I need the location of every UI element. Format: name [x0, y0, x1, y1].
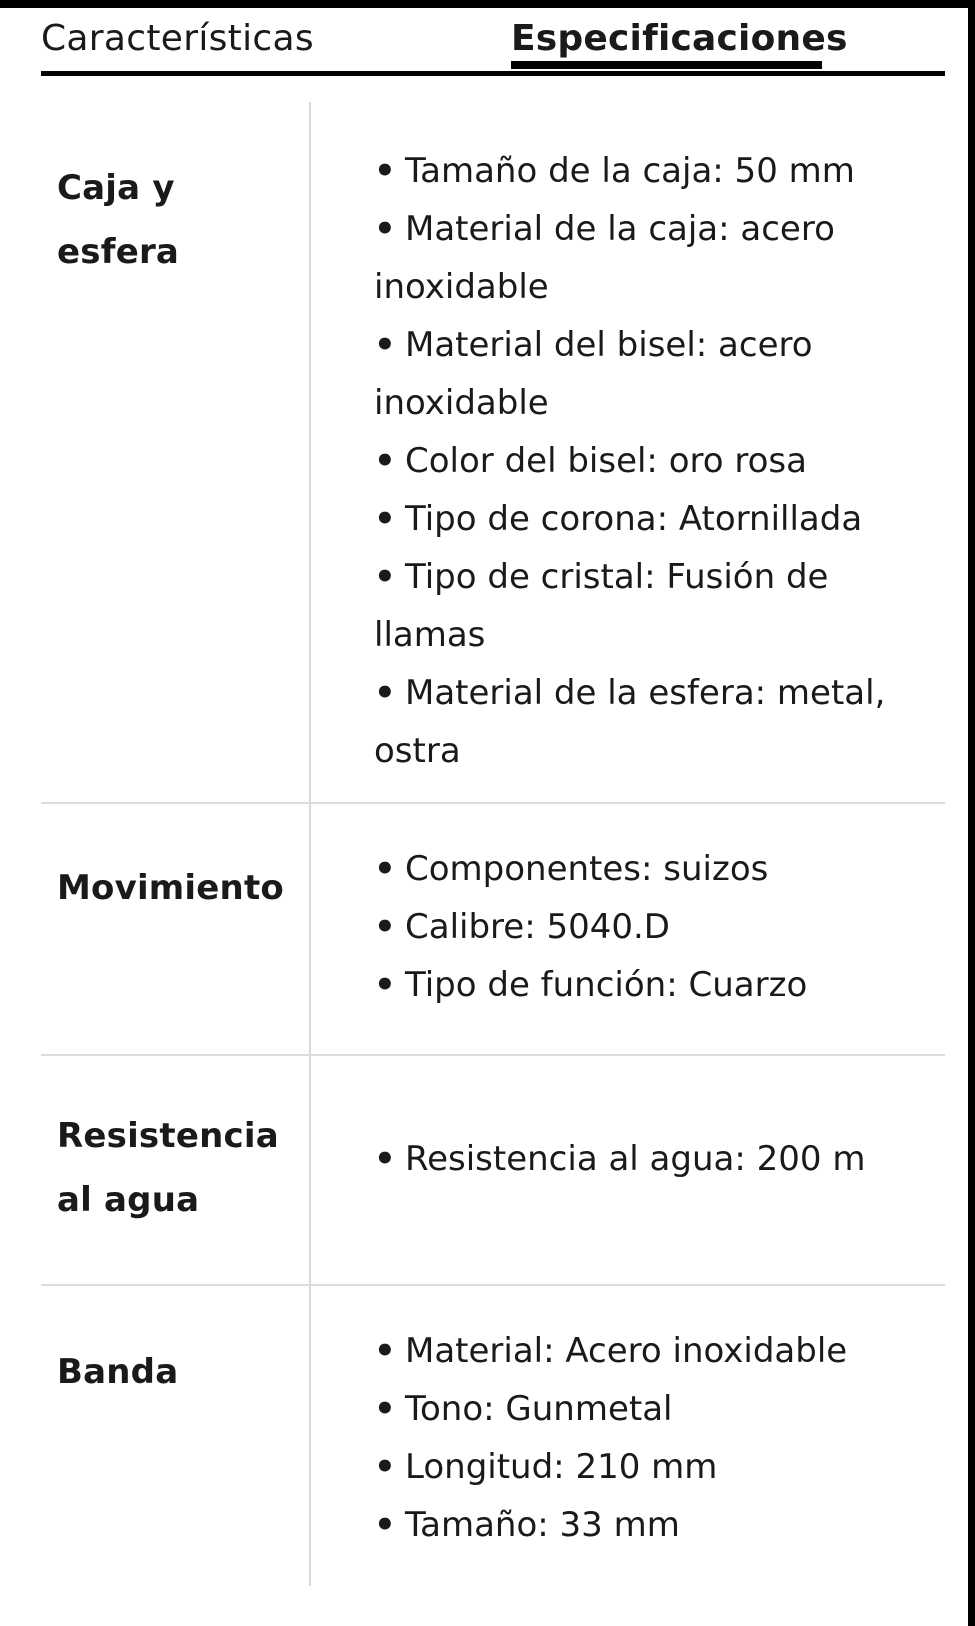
active-tab-indicator — [511, 61, 822, 69]
spec-value-text: Material de la esfera: metal, ostra — [374, 673, 886, 771]
spec-value-item — [374, 548, 934, 664]
spec-value-text: Resistencia al agua: 200 m — [405, 1139, 866, 1179]
spec-value-list — [374, 102, 934, 780]
spec-value-text: Tipo de función: Cuarzo — [405, 965, 808, 1005]
spec-row-label: Resistencia al agua — [57, 1116, 279, 1220]
column-divider — [309, 1286, 311, 1586]
bullet-icon: • — [374, 441, 396, 481]
spec-row-resistencia-al-agua — [41, 1056, 945, 1286]
spec-value-item — [374, 316, 934, 432]
bullet-icon: • — [374, 1331, 396, 1371]
bullet-icon: • — [374, 557, 396, 597]
spec-value-text: Material de la caja: acero inoxidable — [374, 209, 835, 307]
bullet-icon: • — [374, 1139, 396, 1179]
spec-row-label: Banda — [57, 1352, 179, 1392]
bullet-icon: • — [374, 151, 396, 191]
spec-value-text: Longitud: 210 mm — [405, 1447, 718, 1487]
spec-value-text: Material: Acero inoxidable — [405, 1331, 848, 1371]
spec-row-label: Caja y esfera — [57, 168, 180, 272]
bullet-icon: • — [374, 849, 396, 889]
bullet-icon: • — [374, 907, 396, 947]
spec-value-item — [374, 490, 934, 548]
bullet-icon: • — [374, 499, 396, 539]
column-divider — [309, 1056, 311, 1284]
spec-value-text: Componentes: suizos — [405, 849, 769, 889]
spec-row-caja-y-esfera — [41, 102, 945, 804]
spec-value-text: Tipo de corona: Atornillada — [405, 499, 863, 539]
specs-table — [41, 102, 945, 1586]
bullet-icon: • — [374, 965, 396, 1005]
tab-especificaciones[interactable]: Especificaciones — [511, 18, 848, 59]
bullet-icon: • — [374, 1389, 396, 1429]
spec-row-movimiento — [41, 804, 945, 1056]
product-details-panel — [0, 8, 968, 1626]
bullet-icon: • — [374, 1505, 396, 1545]
spec-value-item — [374, 1322, 934, 1380]
spec-value-item — [374, 1380, 934, 1438]
tab-caracteristicas[interactable]: Características — [41, 18, 314, 59]
spec-value-text: Color del bisel: oro rosa — [405, 441, 807, 481]
spec-value-text: Calibre: 5040.D — [405, 907, 670, 947]
spec-value-text: Tamaño: 33 mm — [405, 1505, 680, 1545]
tab-bar — [41, 8, 945, 78]
spec-value-item — [374, 1496, 934, 1554]
spec-value-item — [374, 142, 934, 200]
bullet-icon: • — [374, 325, 396, 365]
spec-value-list — [374, 1286, 934, 1554]
spec-value-item — [374, 840, 934, 898]
spec-value-item — [374, 898, 934, 956]
spec-value-text: Tipo de cristal: Fusión de llamas — [374, 557, 829, 655]
column-divider — [309, 102, 311, 802]
bullet-icon: • — [374, 209, 396, 249]
spec-value-text: Tamaño de la caja: 50 mm — [405, 151, 855, 191]
spec-value-item — [374, 956, 934, 1014]
bullet-icon: • — [374, 673, 396, 713]
spec-value-list — [374, 804, 934, 1014]
tab-bar-divider — [41, 71, 945, 76]
spec-value-text: Tono: Gunmetal — [405, 1389, 673, 1429]
spec-value-text: Material del bisel: acero inoxidable — [374, 325, 813, 423]
column-divider — [309, 804, 311, 1054]
spec-value-item — [374, 200, 934, 316]
spec-value-item — [374, 664, 934, 780]
spec-value-item — [374, 432, 934, 490]
spec-row-label: Movimiento — [57, 868, 284, 908]
spec-value-item — [374, 1130, 934, 1188]
bullet-icon: • — [374, 1447, 396, 1487]
spec-value-item — [374, 1438, 934, 1496]
spec-row-banda — [41, 1286, 945, 1586]
spec-value-list — [374, 1056, 934, 1188]
